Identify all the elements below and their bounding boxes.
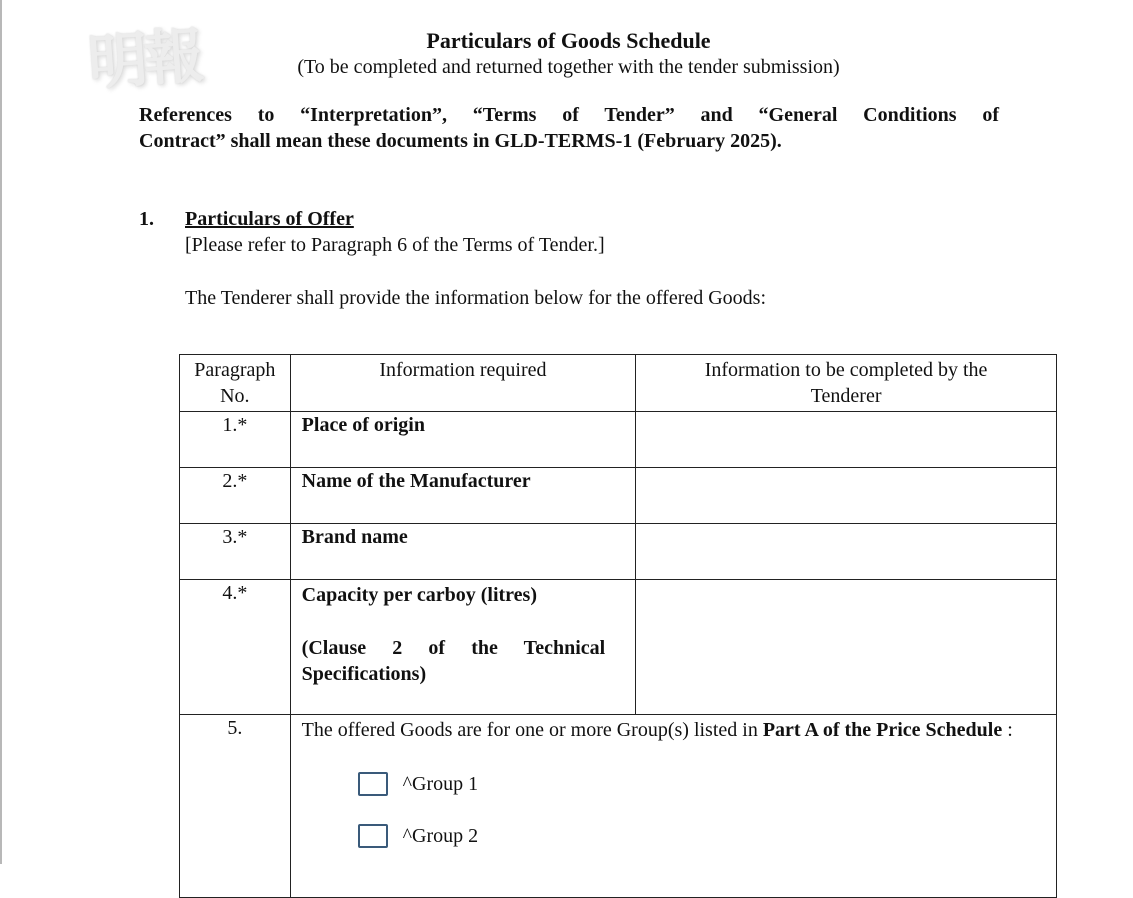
header-info-required: Information required [290, 355, 636, 412]
particulars-table [179, 354, 1057, 898]
group-selection-cell [290, 715, 1056, 898]
section-intro: The Tenderer shall provide the information below for the offered Goods: [185, 287, 767, 309]
header-info-completed-line1: Information to be completed by the [704, 359, 988, 381]
table-row [180, 412, 1057, 468]
row-number: 4.* [180, 580, 291, 715]
newspaper-logo-watermark: 明報 [85, 21, 203, 99]
row-number: 5. [180, 715, 291, 898]
header-info-completed-line2: Tenderer [810, 385, 882, 407]
place-of-origin-entry[interactable] [636, 412, 1057, 468]
references-line-1: References to “Interpretation”, “Terms of Tender” and “General Conditions of [139, 104, 999, 126]
header-paragraph-line1: Paragraph [194, 359, 276, 381]
section-reference: [Please refer to Paragraph 6 of the Terms of Tender.] [185, 234, 605, 256]
page-title: Particulars of Goods Schedule [426, 28, 711, 53]
table-row [180, 524, 1057, 580]
table-row [180, 715, 1057, 898]
group-1-checkbox[interactable] [358, 772, 388, 796]
row-info-cell [290, 580, 636, 715]
row-info-label: Place of origin [290, 412, 636, 468]
group-option[interactable] [302, 771, 1026, 823]
header-info-completed [636, 355, 1057, 412]
manufacturer-name-entry[interactable] [636, 468, 1057, 524]
brand-name-entry[interactable] [636, 524, 1057, 580]
group-question-text: The offered Goods are for one or more Group(s) listed in [301, 719, 763, 741]
group-question-bold: Part A of the Price Schedule [762, 719, 1003, 741]
section-title: Particulars of Offer [185, 208, 354, 230]
references-line-2: Contract” shall mean these documents in GLD-TERMS-1 (February 2025). [139, 130, 782, 152]
row-number: 1.* [180, 412, 291, 468]
page-left-edge [0, 0, 2, 864]
table-row [180, 468, 1057, 524]
capacity-entry[interactable] [636, 580, 1057, 715]
page-subtitle: (To be completed and returned together with the tender submission) [297, 56, 840, 78]
row-info-clause: (Clause 2 of the Technical Specifications) [301, 637, 606, 685]
group-question [302, 717, 1026, 743]
group-question-end: : [1002, 719, 1013, 741]
header-paragraph-line2: No. [220, 385, 250, 407]
group-option[interactable] [302, 823, 1026, 875]
group-2-label: ^Group 2 [402, 825, 479, 847]
table-header-row [180, 355, 1057, 412]
table-row [180, 580, 1057, 715]
row-number: 2.* [180, 468, 291, 524]
row-info-label: Capacity per carboy (litres) [301, 584, 537, 606]
row-info-label: Name of the Manufacturer [290, 468, 636, 524]
row-info-label: Brand name [290, 524, 636, 580]
group-2-checkbox[interactable] [358, 824, 388, 848]
references-paragraph [139, 102, 999, 154]
group-1-label: ^Group 1 [402, 773, 479, 795]
row-number: 3.* [180, 524, 291, 580]
header-paragraph-no [180, 355, 291, 412]
section-number: 1. [139, 208, 154, 230]
